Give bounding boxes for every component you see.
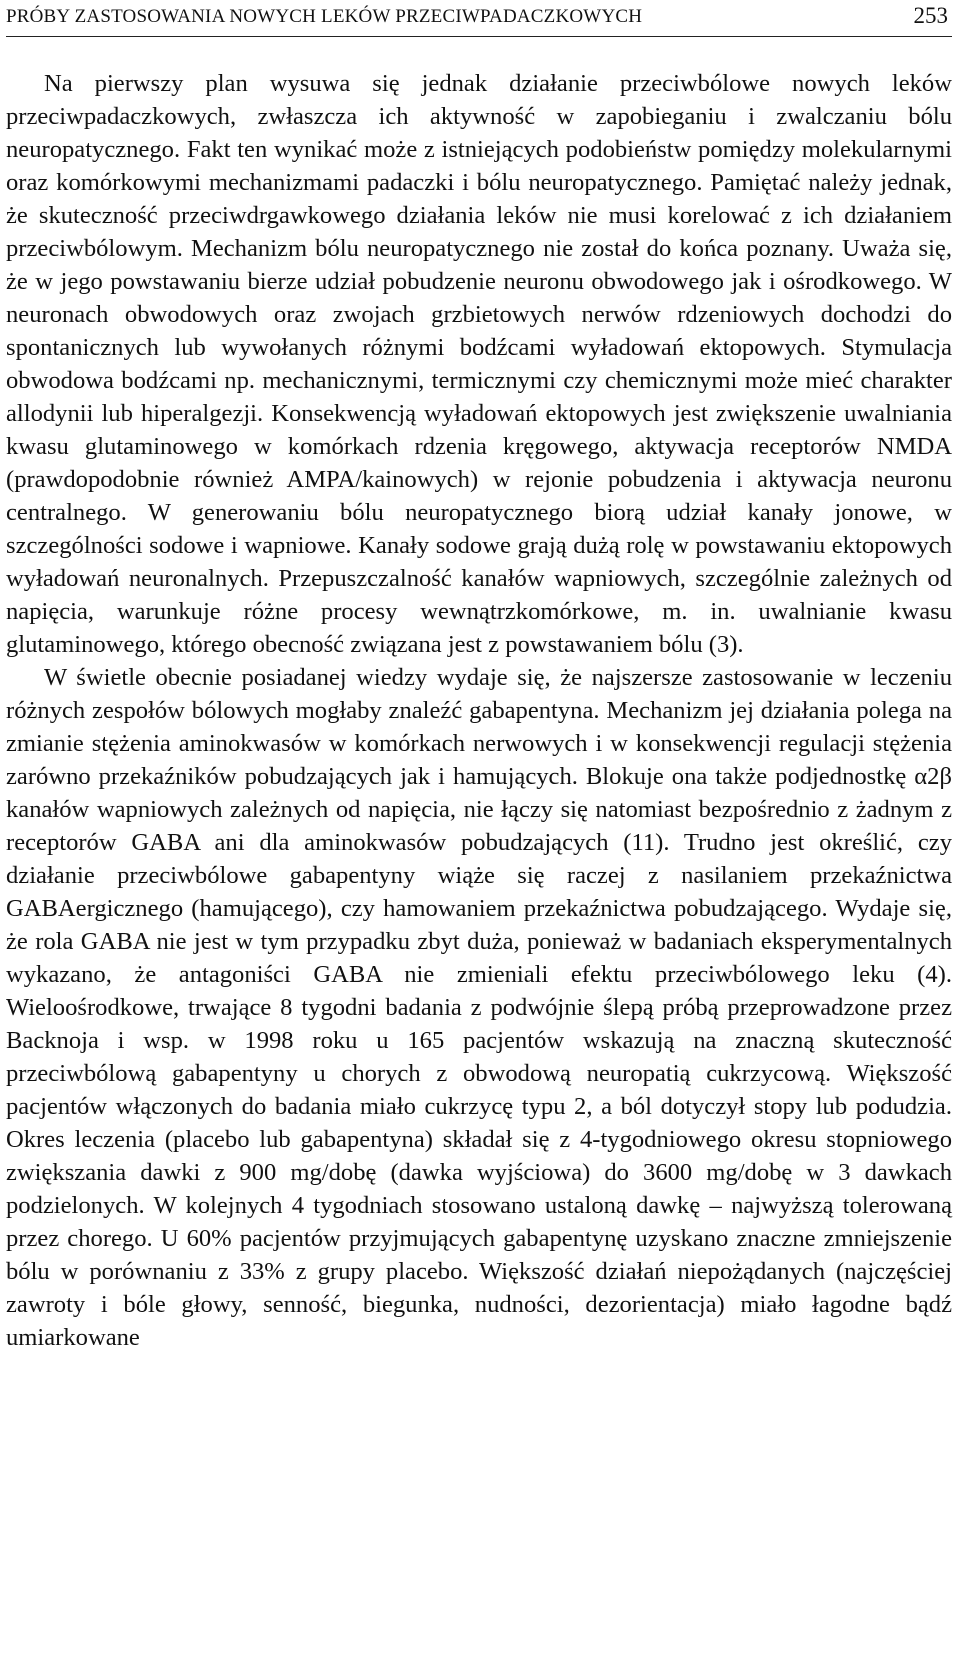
paragraph-2: W świetle obecnie posiadanej wiedzy wydaje się, że najszersze zastosowanie w leczeniu różnych zespołów bólowych mogłaby znaleźć gabapentyna. Mechanizm jej działania polega na zmianie stężenia aminokwasów w komórkach nerwowych i w konsekwencji regulacji stężenia zarówno przekaźników pobudzających jak i hamujących. Blokuje ona także podjednostkę α2β kanałów wapniowych zależnych od napięcia, nie łączy się natomiast bezpośrednio z żadnym z receptorów GABA ani dla aminokwasów pobudzających (11). Trudno jest określić, czy działanie przeciwbólowe gabapentyny wiąże się raczej z nasilaniem przekaźnictwa GABAergicznego (hamującego), czy hamowaniem przekaźnictwa pobudzającego. Wydaje się, że rola GABA nie jest w tym przypadku zbyt duża, ponieważ w badaniach eksperymentalnych wykazano, że antagoniści GABA nie zmieniali efektu przeciwbólowego leku (4). Wieloośrodkowe, trwające 8 tygodni badania z podwójnie ślepą próbą przeprowadzone przez Backnoja i wsp. w 1998 roku u 165 pacjentów wskazują na znaczną skuteczność przeciwbólową gabapentyny u chorych z obwodową neuropatią cukrzycową. Większość pacjentów włączonych do badania miało cukrzycę typu 2, a ból dotyczył stopy lub podudzia. Okres leczenia (placebo lub gabapentyna) składał się z 4-tygodniowego okresu stopniowego zwiększania dawki z 900 mg/dobę (dawka wyjściowa) do 3600 mg/dobę w 3 dawkach podzielonych. W kolejnych 4 tygodniach stosowano ustaloną dawkę – najwyższą tolerowaną przez chorego. U 60% pacjentów przyjmujących gabapentynę uzyskano znaczne zmniejszenie bólu w porównaniu z 33% z grupy placebo. Większość działań niepożądanych (najczęściej zawroty i bóle głowy, senność, biegunka, nudności, dezorientacja) miało łagodne bądź umiarkowane <box>6 664 952 1351</box>
body-text <box>6 67 952 1354</box>
document-page <box>6 0 952 1354</box>
running-header-title: PRÓBY ZASTOSOWANIA NOWYCH LEKÓW PRZECIWPADACZKOWYCH <box>6 6 643 27</box>
page-number: 253 <box>913 3 948 28</box>
paragraph-1: Na pierwszy plan wysuwa się jednak działanie przeciwbólowe nowych leków przeciwpadaczkowych, zwłaszcza ich aktywność w zapobieganiu i zwalczaniu bólu neuropatycznego. Fakt ten wynikać może z istniejących podobieństw pomiędzy molekularnymi oraz komórkowymi mechanizmami padaczki i bólu neuropatycznego. Pamiętać należy jednak, że skuteczność przeciwdrgawkowego działania leków nie musi korelować z ich działaniem przeciwbólowym. Mechanizm bólu neuropatycznego nie został do końca poznany. Uważa się, że w jego powstawaniu bierze udział pobudzenie neuronu obwodowego jak i ośrodkowego. W neuronach obwodowych oraz zwojach grzbietowych nerwów rdzeniowych dochodzi do spontanicznych lub wywołanych różnymi bodźcami wyładowań ektopowych. Stymulacja obwodowa bodźcami np. mechanicznymi, termicznymi czy chemicznymi może mieć charakter allodynii lub hiperalgezji. Konsekwencją wyładowań ektopowych jest zwiększenie uwalniania kwasu glutaminowego w komórkach rdzenia kręgowego, aktywacja receptorów NMDA (prawdopodobnie również AMPA/kainowych) w rejonie pobudzenia i aktywacja neuronu centralnego. W generowaniu bólu neuropatycznego biorą udział kanały jonowe, w szczególności sodowe i wapniowe. Kanały sodowe grają dużą rolę w powstawaniu ektopowych wyładowań neuronalnych. Przepuszczalność kanałów wapniowych, szczególnie zależnych od napięcia, warunkuje różne procesy wewnątrzkomórkowe, m. in. uwalnianie kwasu glutaminowego, którego obecność związana jest z powstawaniem bólu (3). <box>6 70 952 658</box>
running-header <box>6 0 952 37</box>
